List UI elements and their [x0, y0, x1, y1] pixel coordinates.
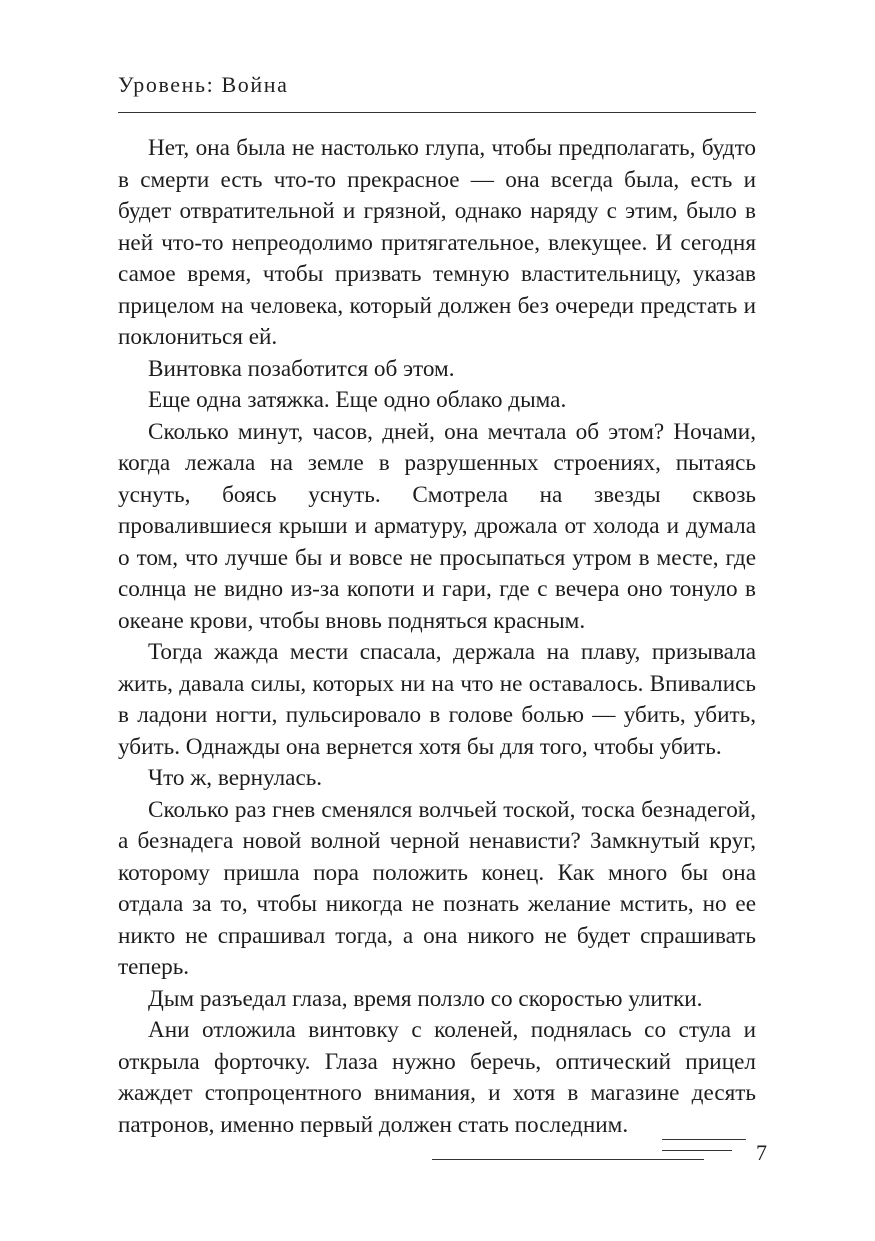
paragraph: Еще одна затяжка. Еще одно облако дыма.	[148, 387, 567, 413]
page-number: 7	[756, 1140, 767, 1165]
footer-ornament-line	[662, 1150, 732, 1151]
running-head: Уровень: Война	[118, 72, 289, 97]
paragraph: Тогда жажда мести спасала, держала на плаву, призывала жить, давала силы, которых ни на что не оставалось. Впивались в ладони ногти, пульсировало в голове болью — убить, убить, убить. Однажды она вернется хотя бы для того, чтобы убить.	[118, 639, 756, 760]
body-text	[118, 133, 756, 1141]
paragraph: Дым разъедал глаза, время ползло со скоростью улитки.	[148, 985, 703, 1012]
paragraph: Нет, она была не настолько глупа, чтобы предполагать, будто в смерти есть что-то прекрасное — она всегда была, есть и будет отвратительной и грязной, однако наряду с этим, было в ней что-то непреодолимо притягательное, влекущее. И сегодня самое время, чтобы призвать темную властительницу, указав прицелом на человека, который должен без очереди предстать и поклониться ей.	[118, 135, 756, 350]
paragraph: Ани отложила винтовку с коленей, поднялась со стула и открыла форточку. Глаза нужно беречь, оптический прицел жаждет стопроцентного внимания, и хотя в магазине десять патронов, именно первый должен стать последним.	[118, 1017, 756, 1138]
paragraph: Сколько раз гнев сменялся волчьей тоской, тоска безнадегой, а безнадега новой волной черной ненависти? Замкнутый круг, которому пришла пора положить конец. Как много бы она отдала за то, чтобы никогда не познать желание мстить, но ее никто не спрашивал тогда, а она никого не будет спрашивать теперь.	[118, 796, 756, 980]
paragraph: Сколько минут, часов, дней, она мечтала об этом? Ночами, когда лежала на земле в разрушенных строениях, пытаясь уснуть, боясь уснуть. Смотрела на звезды сквозь провалившиеся крыши и арматуру, дрожала от холода и думала о том, что лучше бы и вовсе не просыпаться утром в месте, где солнца не видно из-за копоти и гари, где с вечера оно тонуло в океане крови, чтобы вновь подняться красным.	[118, 418, 756, 634]
header-divider	[118, 112, 756, 113]
footer-ornament-line	[432, 1159, 704, 1160]
paragraph: Винтовка позаботится об этом.	[148, 355, 455, 382]
footer-ornament-line	[662, 1139, 746, 1140]
paragraph: Что ж, вернулась.	[148, 765, 323, 791]
